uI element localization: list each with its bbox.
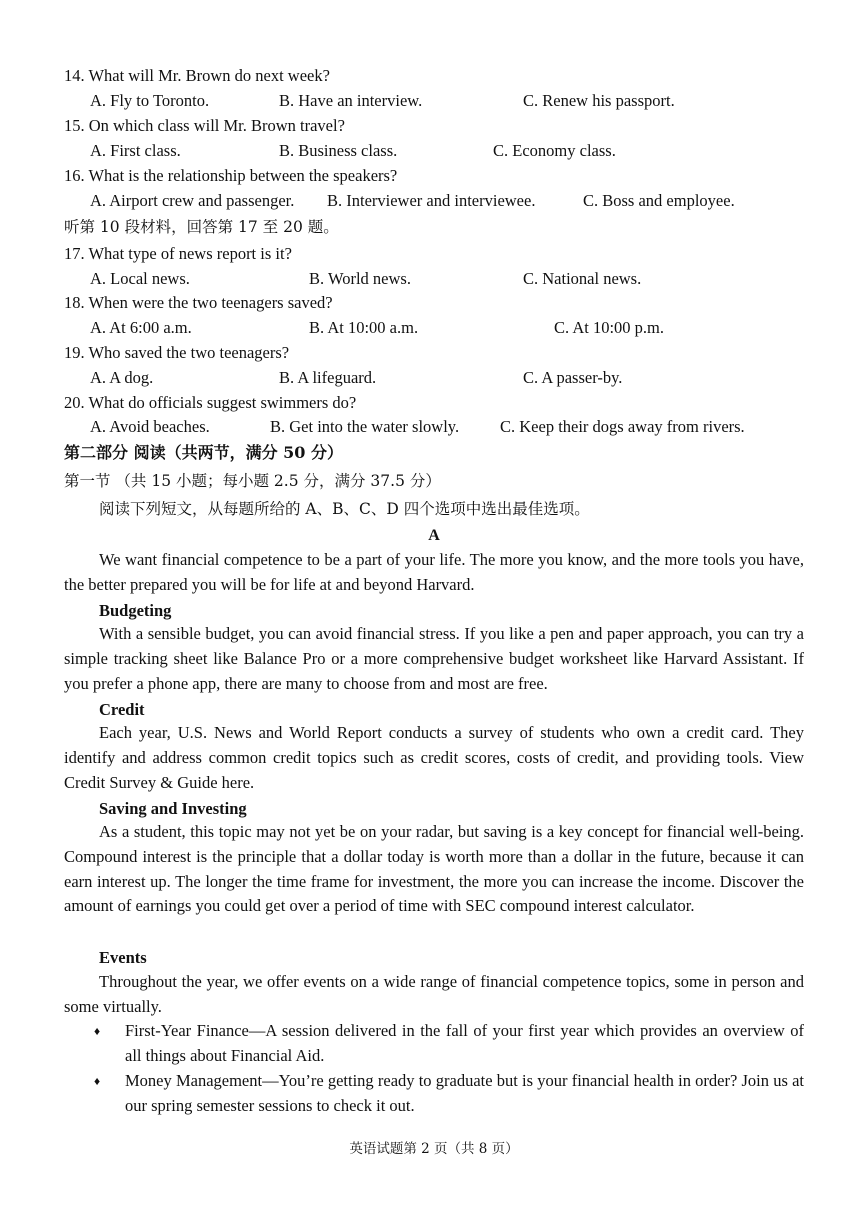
question-15-option-a: A. First class.	[90, 141, 181, 160]
question-15-option-c: C. Economy class.	[493, 141, 616, 160]
saving-text: As a student, this topic may not yet be on your radar, but saving is a key concept for financial well-being. Compound interest is the principle that a dollar today is worth more than a dollar in the future, because it can earn interest up. The longer the time frame for investment, the more you can increase the income. Discover the amount of earnings you could get over a period of time with SEC compound interest calculator.	[64, 822, 804, 916]
bullet-text-first-year-finance: First-Year Finance—A session delivered in the fall of your first year which provides an overview of all things about Financial Aid.	[125, 1021, 804, 1065]
events-heading: Events	[99, 948, 147, 967]
budgeting-text: With a sensible budget, you can avoid financial stress. If you like a pen and paper approach, you can try a simple tracking sheet like Balance Pro or a more comprehensive budget worksheet like Harvard Assistant. If you prefer a phone app, there are many to choose from and most are free.	[64, 624, 804, 693]
section-one-title: 第一节 （共 15 小题；每小题 2.5 分，满分 37.5 分）	[64, 472, 441, 490]
credit-heading: Credit	[99, 700, 145, 719]
question-16-option-c: C. Boss and employee.	[583, 191, 735, 210]
question-17-option-c: C. National news.	[523, 269, 642, 288]
question-17-option-b: B. World news.	[309, 269, 411, 288]
question-14-option-c: C. Renew his passport.	[523, 91, 675, 110]
question-16-option-a: A. Airport crew and passenger.	[90, 191, 295, 210]
question-18-option-c: C. At 10:00 p.m.	[554, 318, 665, 337]
question-15-option-b: B. Business class.	[279, 141, 398, 160]
page-footer: 英语试题第 2 页（共 8 页）	[349, 1141, 519, 1157]
events-text: Throughout the year, we offer events on a wide range of financial competence topics, some in person and some virtually.	[64, 972, 804, 1016]
passage-intro: We want financial competence to be a part of your life. The more you know, and the more tools you have, the better prepared you will be for life at and beyond Harvard.	[64, 550, 804, 594]
question-18-option-b: B. At 10:00 a.m.	[309, 318, 419, 337]
question-19-option-c: C. A passer-by.	[523, 368, 623, 387]
credit-text: Each year, U.S. News and World Report conducts a survey of students who own a credit card. They identify and address common credit topics such as credit scores, costs of credit, and providing tools. View Credit Survey & Guide here.	[64, 723, 804, 792]
question-20-option-b: B. Get into the water slowly.	[270, 417, 460, 436]
question-20-option-a: A. Avoid beaches.	[90, 417, 210, 436]
question-20-stem: 20. What do officials suggest swimmers do?	[64, 393, 357, 412]
question-20-option-c: C. Keep their dogs away from rivers.	[500, 417, 745, 436]
question-17-stem: 17. What type of news report is it?	[64, 244, 292, 263]
budgeting-heading: Budgeting	[99, 601, 172, 620]
section-one-instruction: 阅读下列短文，从每题所给的 A、B、C、D 四个选项中选出最佳选项。	[99, 500, 590, 518]
question-14-option-a: A. Fly to Toronto.	[90, 91, 210, 110]
diamond-bullet-icon: ♦	[94, 1024, 101, 1038]
question-15-stem: 15. On which class will Mr. Brown travel?	[64, 116, 345, 135]
question-17-option-a: A. Local news.	[90, 269, 190, 288]
question-14-option-b: B. Have an interview.	[279, 91, 423, 110]
bullet-text-money-management: Money Management—You’re getting ready to graduate but is your financial health in order? Join us at our spring semester sessions to check it out.	[125, 1071, 804, 1115]
question-16-option-b: B. Interviewer and interviewee.	[327, 191, 536, 210]
diamond-bullet-icon: ♦	[94, 1074, 101, 1088]
question-14-stem: 14. What will Mr. Brown do next week?	[64, 66, 330, 85]
question-19-option-b: B. A lifeguard.	[279, 368, 377, 387]
question-16-stem: 16. What is the relationship between the speakers?	[64, 166, 398, 185]
saving-heading: Saving and Investing	[99, 799, 247, 818]
question-19-stem: 19. Who saved the two teenagers?	[64, 343, 290, 362]
question-18-stem: 18. When were the two teenagers saved?	[64, 293, 333, 312]
passage-letter: A	[428, 527, 440, 544]
question-18-option-a: A. At 6:00 a.m.	[90, 318, 192, 337]
listening-instruction: 听第 10 段材料，回答第 17 至 20 题。	[64, 218, 339, 236]
part-two-title: 第二部分 阅读（共两节，满分 50 分）	[64, 443, 343, 462]
question-19-option-a: A. A dog.	[90, 368, 154, 387]
